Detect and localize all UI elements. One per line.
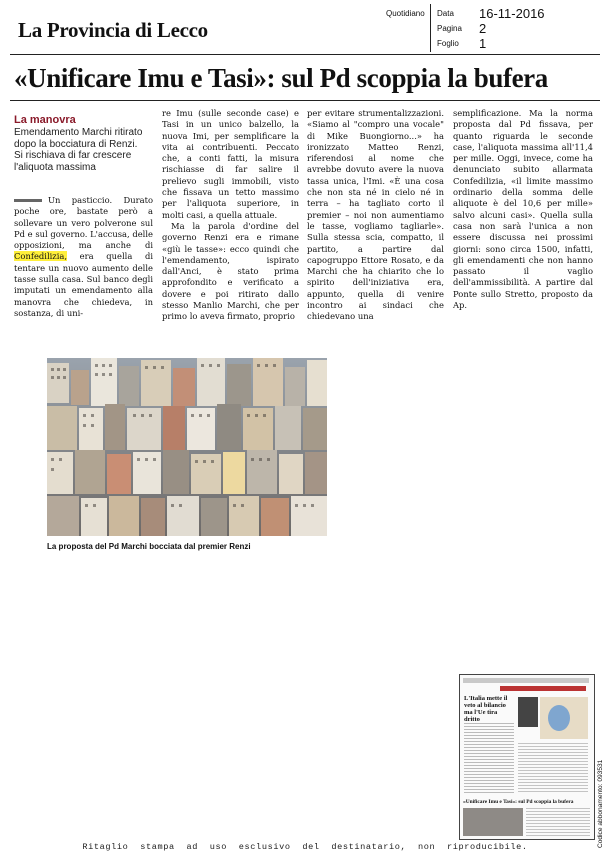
col3-paragraph: per evitare strumentalizzazioni. «Siamo al "compro una vocale" di Mike Buongiorno...» ha ironizzato Matteo Renzi, riferendosi al nome che avrebbe dovuto avere la nuova tassa unica, l'Imi. «È una cosa che non sta né in cielo né in terra – ha tagliato corto il premier – noi non aumentiamo le tasse, vogliamo tagliarle». Sulla stessa scia, compatto, il partito, a partire dal capogruppo Ettore Rosato, e da Marchi che ha chiarito che lo spirito dell'iniziativa era, appunto, quella di venire incontro ai sindaci che chiedevano una (307, 108, 444, 322)
subtitle-line: Emendamento Marchi ritirato (14, 127, 143, 138)
city-buildings-photo (47, 358, 327, 536)
publication-type: Quotidiano (386, 9, 425, 18)
highlighted-term: Confedilizia, (14, 251, 68, 262)
article-headline: «Unificare Imu e Tasi»: sul Pd scoppia la bufera (14, 63, 548, 93)
article-column-4 (453, 108, 593, 311)
meta-box (430, 4, 599, 52)
article-kicker: La manovra (14, 114, 76, 126)
col1-text-after: era quella di tentare un nuovo aumento delle tasse sulla casa. Sul banco degli imputati un emendamento alla manovra che chiedeva, in sostanza, di uni- (14, 251, 153, 318)
article-column-1 (14, 195, 153, 319)
meta-date-value: 16-11-2016 (479, 6, 545, 21)
article-column-2 (162, 108, 299, 323)
col2-paragraph-2: Ma la parola d'ordine del governo Renzi era e rimane «giù le tasse»: ecco quindi che l'emendamento, ispirato dall'Anci, è stato prima approfondito e verificato a dovere e poi ritirato dallo stesso Manlio Marchi, che per primo lo aveva firmato, proprio (162, 220, 299, 322)
col2-paragraph-1: re Imu (sulle seconde case) e Tasi in un unico balzello, la nuova Imi, per semplificare la vita ai contribuenti. Peccato che, a conti fatti, la misura rischiasse di far salire il prelievo sugli immobili, visto che fissava un tetto massimo per l'aliquota superiore, in molti casi, a quella attuale. (162, 108, 299, 220)
photo-caption: La proposta del Pd Marchi bocciata dal premier Renzi (47, 542, 251, 551)
article-column-3 (307, 108, 444, 323)
subtitle-line: dopo la bocciatura di Renzi. (14, 138, 138, 150)
meta-date-label: Data (437, 9, 454, 18)
article-subtitle (14, 127, 154, 173)
headline-divider (10, 100, 600, 101)
subtitle-line: l'aliquota massima (14, 161, 96, 173)
meta-page-value: 2 (479, 21, 487, 36)
masthead: La Provincia di Lecco (18, 18, 208, 42)
col1-text-before: Un pasticcio. Durato poche ore, bastate però a sollevare un vero polverone sul Pd e sul governo. L'accusa, delle opposizioni, ma anche di (14, 195, 153, 251)
lead-bar (14, 199, 42, 202)
page-thumbnail (459, 674, 595, 840)
meta-page-label: Pagina (437, 24, 462, 33)
subtitle-line: Si rischiava di far crescere (14, 150, 132, 161)
meta-sheet-label: Foglio (437, 39, 459, 48)
footer-note: Ritaglio stampa ad uso esclusivo del destinatario, non riproducibile. (82, 842, 528, 852)
subscription-code (589, 760, 609, 850)
meta-sheet-value: 1 (479, 36, 487, 51)
col4-paragraph: semplificazione. Ma la norma proposta dal Pd fissava, per quanto riguarda le seconde case, l'aliquota massima all'11,4 per mille. Oggi, invece, come ha denunciato subito allarmata Confedilizia, «il limite massimo ordinario della somma delle aliquote è del 10,6 per mille» salvo alcuni casi». Quella sulla casa non sarà l'unica a non essere discussa nei prossimi giorni: sono circa 1500, infatti, gli emendamenti che non hanno passato il vaglio dell'ammissibilità. A partire dal Ponte sullo Stretto, proposto da Ap. (453, 108, 593, 311)
subscription-code-text: Codice abbonamento: 093531 (597, 760, 604, 848)
header-divider (10, 54, 600, 55)
thumbnail-bottom-headline: «Unificare Imu e Tasi»: sul Pd scoppia la bufera (463, 799, 574, 805)
thumbnail-headline: L'Italia mette il veto al bilancio ma l'Ue tira dritto (464, 695, 508, 723)
